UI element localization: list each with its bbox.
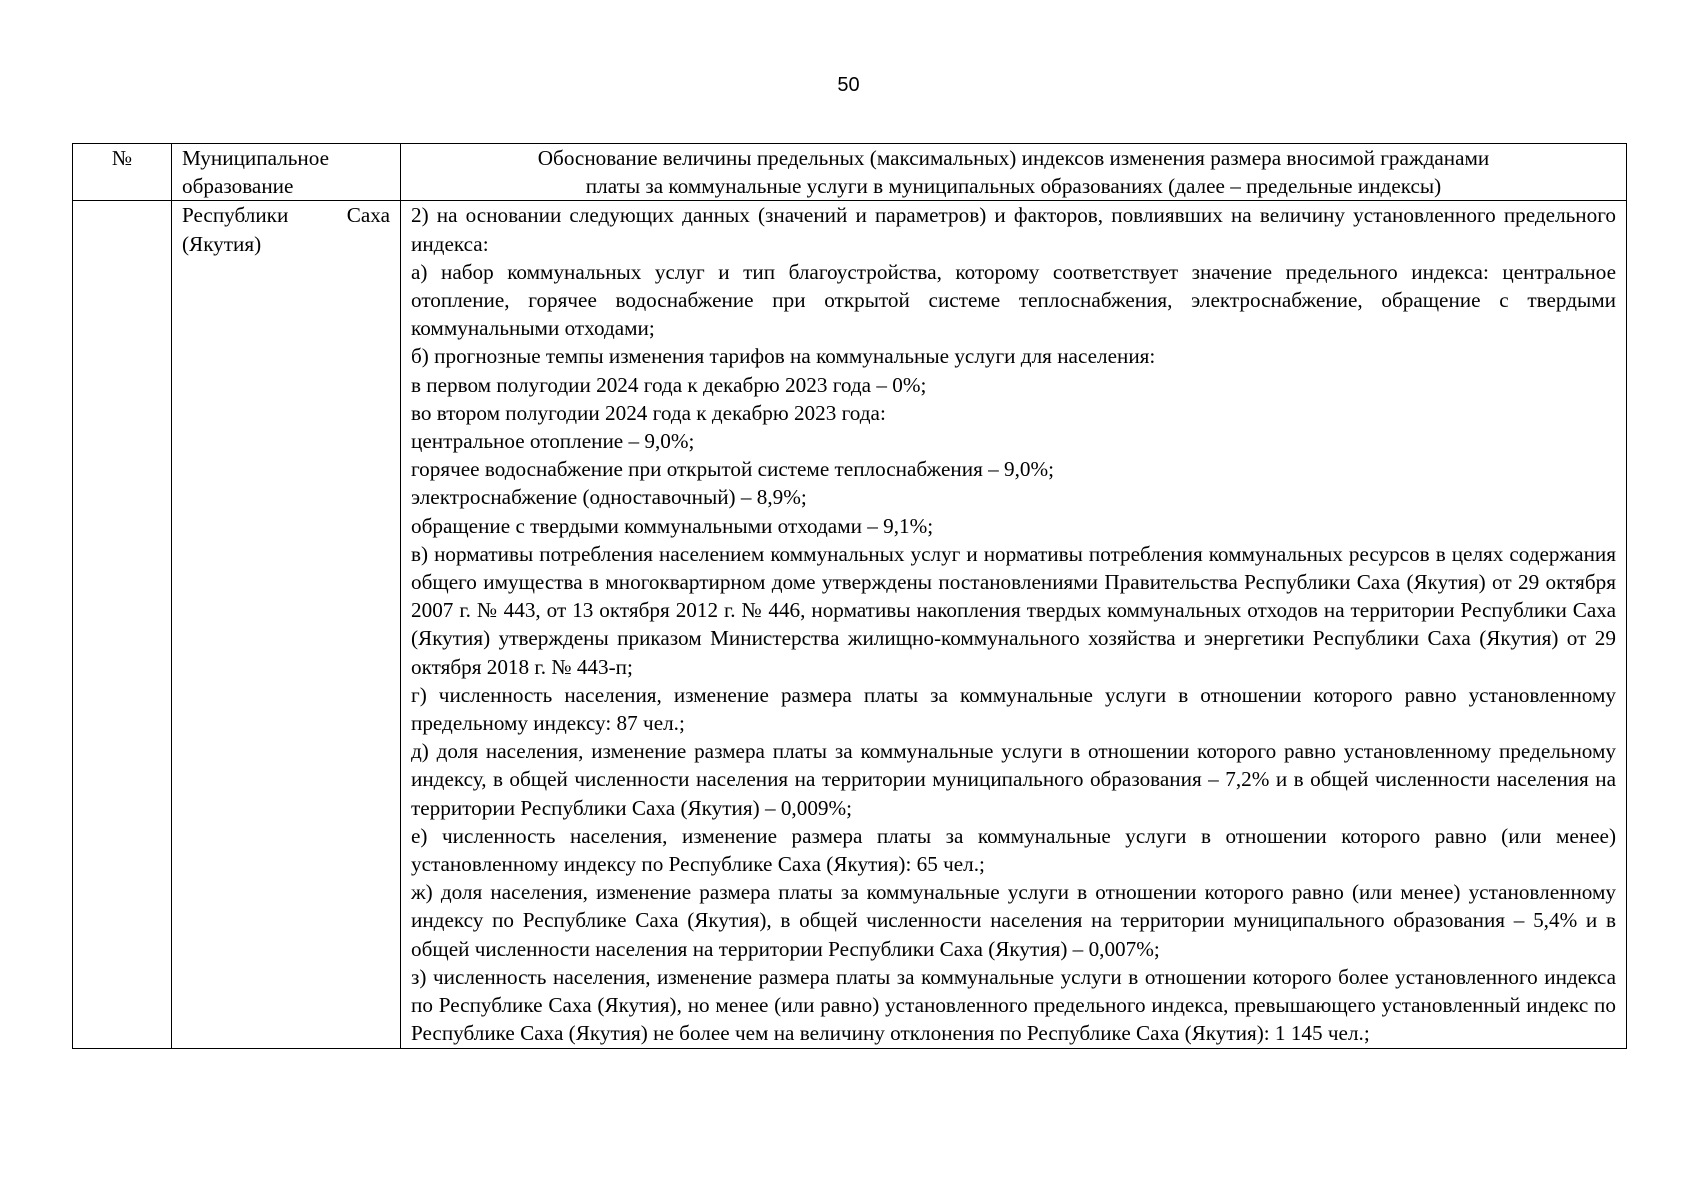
paragraph-b-heating: центральное отопление – 9,0%; bbox=[411, 429, 695, 454]
municipality-line2: (Якутия) bbox=[182, 231, 262, 256]
municipality-word1: Республики bbox=[182, 203, 289, 228]
row-number-cell bbox=[73, 201, 172, 1048]
paragraph-b-electricity: электроснабжение (одноставочный) – 8,9%; bbox=[411, 485, 807, 510]
paragraph-b-first-half: в первом полугодии 2024 года к декабрю 2023 года – 0%; bbox=[411, 372, 927, 397]
paragraph-z: з) численность населения, изменение размера платы за коммунальные услуги в отношении которого более установленного индекса по Республике Саха (Якутия), но менее (или равно) установленного предельного индекса, превышающего установленный индекс по Республике Саха (Якутия) не более чем на величину отклонения по Республике Саха (Якутия): 1 145 чел.; bbox=[411, 964, 1616, 1046]
header-municipality: Муниципальное образование bbox=[172, 144, 401, 201]
table-row bbox=[73, 201, 1627, 1048]
paragraph-g: г) численность населения, изменение размера платы за коммунальные услуги в отношении которого равно установленному предельному индексу: 87 чел.; bbox=[411, 682, 1616, 736]
table-header-row bbox=[73, 144, 1627, 201]
justification-table bbox=[72, 143, 1627, 1049]
page-number: 50 bbox=[837, 74, 860, 96]
justification-cell bbox=[401, 201, 1627, 1048]
paragraph-b-second-half: во втором полугодии 2024 года к декабрю 2023 года: bbox=[411, 400, 886, 425]
paragraph-a: а) набор коммунальных услуг и тип благоустройства, которому соответствует значение предельного индекса: центральное отопление, горячее водоснабжение при открытой системе теплоснабжения, электроснабжение, обращение с твердыми коммунальными отходами; bbox=[411, 259, 1616, 341]
paragraph-b: б) прогнозные темпы изменения тарифов на коммунальные услуги для населения: bbox=[411, 344, 1156, 369]
municipality-line1 bbox=[182, 201, 390, 229]
header-number: № bbox=[73, 144, 172, 201]
paragraph-d: д) доля населения, изменение размера платы за коммунальные услуги в отношении которого равно установленному предельному индексу, в общей численности населения на территории муниципального образования – 7,2% и в общей численности населения на территории Республики Саха (Якутия) – 0,009%; bbox=[411, 739, 1616, 820]
municipality-cell bbox=[172, 201, 401, 1048]
municipality-word2: Саха bbox=[346, 203, 390, 228]
paragraph-zh: ж) доля населения, изменение размера платы за коммунальные услуги в отношении которого равно (или менее) установленному индексу по Республике Саха (Якутия), в общей численности населения на территории муниципального образования – 5,4% и в общей численности населения на территории Республики Саха (Якутия) – 0,007%; bbox=[411, 880, 1616, 961]
header-justification-line2: платы за коммунальные услуги в муниципальных образованиях (далее – предельные индексы) bbox=[585, 174, 1442, 199]
paragraph-e: е) численность населения, изменение размера платы за коммунальные услуги в отношении которого равно (или менее) установленному индексу по Республике Саха (Якутия): 65 чел.; bbox=[411, 823, 1616, 877]
paragraph-b-hot-water: горячее водоснабжение при открытой системе теплоснабжения – 9,0%; bbox=[411, 457, 1055, 482]
header-justification-line1: Обоснование величины предельных (максимальных) индексов изменения размера вносимой гражданами bbox=[537, 146, 1490, 170]
paragraph-intro: 2) на основании следующих данных (значений и параметров) и факторов, повлиявших на величину установленного предельного индекса: bbox=[411, 203, 1616, 256]
header-justification bbox=[401, 144, 1627, 201]
paragraph-b-waste: обращение с твердыми коммунальными отходами – 9,1%; bbox=[411, 513, 934, 538]
paragraph-v: в) нормативы потребления населением коммунальных услуг и нормативы потребления коммунальных ресурсов в целях содержания общего имущества в многоквартирном доме утверждены постановлениями Правительства Республики Саха (Якутия) от 29 октября 2007 г. № 443, от 13 октября 2012 г. № 446, нормативы накопления твердых коммунальных отходов на территории Республики Саха (Якутия) утверждены приказом Министерства жилищно-коммунального хозяйства и энергетики Республики Саха (Якутия) от 29 октября 2018 г. № 443-п; bbox=[411, 541, 1616, 679]
